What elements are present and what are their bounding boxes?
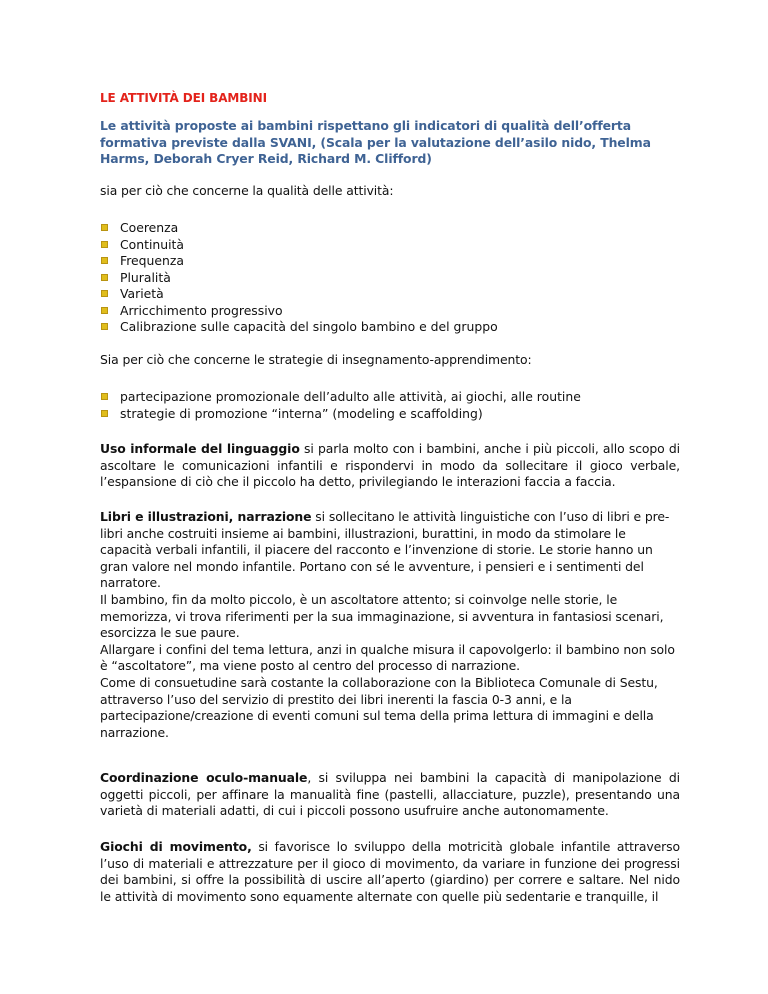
movimento-title: Giochi di movimento,: [100, 839, 252, 854]
list-item: Frequenza: [100, 253, 700, 270]
list-item: Pluralità: [100, 270, 700, 287]
bullet-square-icon: [101, 323, 108, 330]
libri-section: [100, 509, 680, 741]
bullet-square-icon: [101, 410, 108, 417]
libri-paragraph-2: Il bambino, fin da molto piccolo, è un ascoltatore attento; si coinvolge nelle storie, le memorizza, vi trova riferimenti per la sua immaginazione, si avventura in fantasiosi scenari, esorcizza le sue paure.: [100, 591, 664, 641]
libri-title: Libri e illustrazioni, narrazione: [100, 509, 312, 524]
strategy-list: [100, 389, 700, 422]
list-item: Varietà: [100, 286, 700, 303]
quality-lead: sia per ciò che concerne la qualità delle attività:: [100, 183, 394, 198]
bullet-square-icon: [101, 393, 108, 400]
bullet-square-icon: [101, 241, 108, 248]
libri-paragraph: Libri e illustrazioni, narrazione si sollecitano le attività linguistiche con l’uso di libri e pre-libri anche costruiti insieme ai bambini, illustrazioni, burattini, in modo da stimolare le capacità verbali infantili, il piacere del racconto e l’invenzione di storie. Le storie hanno un gran valore nel mondo infantile. Portano con sé le avventure, i pensieri e i sentimenti del narratore.: [100, 509, 670, 591]
list-item: Calibrazione sulle capacità del singolo bambino e del gruppo: [100, 319, 700, 336]
bullet-square-icon: [101, 290, 108, 297]
list-item: Arricchimento progressivo: [100, 303, 700, 320]
list-item: Continuità: [100, 237, 700, 254]
strategy-lead: Sia per ciò che concerne le strategie di insegnamento-apprendimento:: [100, 352, 532, 367]
coordinazione-paragraph: Coordinazione oculo-manuale, si sviluppa nei bambini la capacità di manipolazione di oggetti piccoli, per affinare la manualità fine (pastelli, allacciature, puzzle), presentando una varietà di materiali adatti, di cui i piccoli possono usufruire anche autonomamente.: [100, 770, 680, 819]
intro-paragraph: Le attività proposte ai bambini rispettano gli indicatori di qualità dell’offerta formativa previste dalla SVANI, (Scala per la valutazione dell’asilo nido, Thelma Harms, Deborah Cryer Reid, Richard M. Clifford): [100, 118, 651, 167]
linguaggio-paragraph: Uso informale del linguaggio si parla molto con i bambini, anche i più piccoli, allo scopo di ascoltare le comunicazioni infantili e rispondervi in modo da sollecitare il gioco verbale, l’espansione di ciò che il piccolo ha detto, privilegiando le interazioni faccia a faccia.: [100, 441, 680, 490]
libri-paragraph-4: Come di consuetudine sarà costante la collaborazione con la Biblioteca Comunale di Sestu, attraverso l’uso del servizio di prestito dei libri inerenti la fascia 0-3 anni, e la partecipazione/creazione di eventi comuni sul tema della prima lettura di immagini e della narrazione.: [100, 674, 658, 740]
page-title: LE ATTIVITÀ DEI BAMBINI: [100, 91, 267, 105]
coordinazione-title: Coordinazione oculo-manuale: [100, 770, 308, 785]
list-item: Coerenza: [100, 220, 700, 237]
list-item: strategie di promozione “interna” (modeling e scaffolding): [100, 406, 700, 423]
bullet-square-icon: [101, 224, 108, 231]
quality-list: [100, 220, 700, 336]
bullet-square-icon: [101, 307, 108, 314]
linguaggio-title: Uso informale del linguaggio: [100, 441, 300, 456]
bullet-square-icon: [101, 257, 108, 264]
movimento-paragraph: Giochi di movimento, si favorisce lo sviluppo della motricità globale infantile attraverso l’uso di materiali e attrezzature per il gioco di movimento, da variare in funzione dei progressi dei bambini, si offre la possibilità di uscire all’aperto (giardino) per correre e saltare. Nel nido le attività di movimento sono equamente alternate con quelle più sedentarie e tranquille, il: [100, 839, 680, 904]
list-item: partecipazione promozionale dell’adulto alle attività, ai giochi, alle routine: [100, 389, 700, 406]
bullet-square-icon: [101, 274, 108, 281]
libri-paragraph-3: Allargare i confini del tema lettura, anzi in qualche misura il capovolgerlo: il bambino non solo è “ascoltatore”, ma viene posto al centro del processo di narrazione.: [100, 641, 675, 674]
